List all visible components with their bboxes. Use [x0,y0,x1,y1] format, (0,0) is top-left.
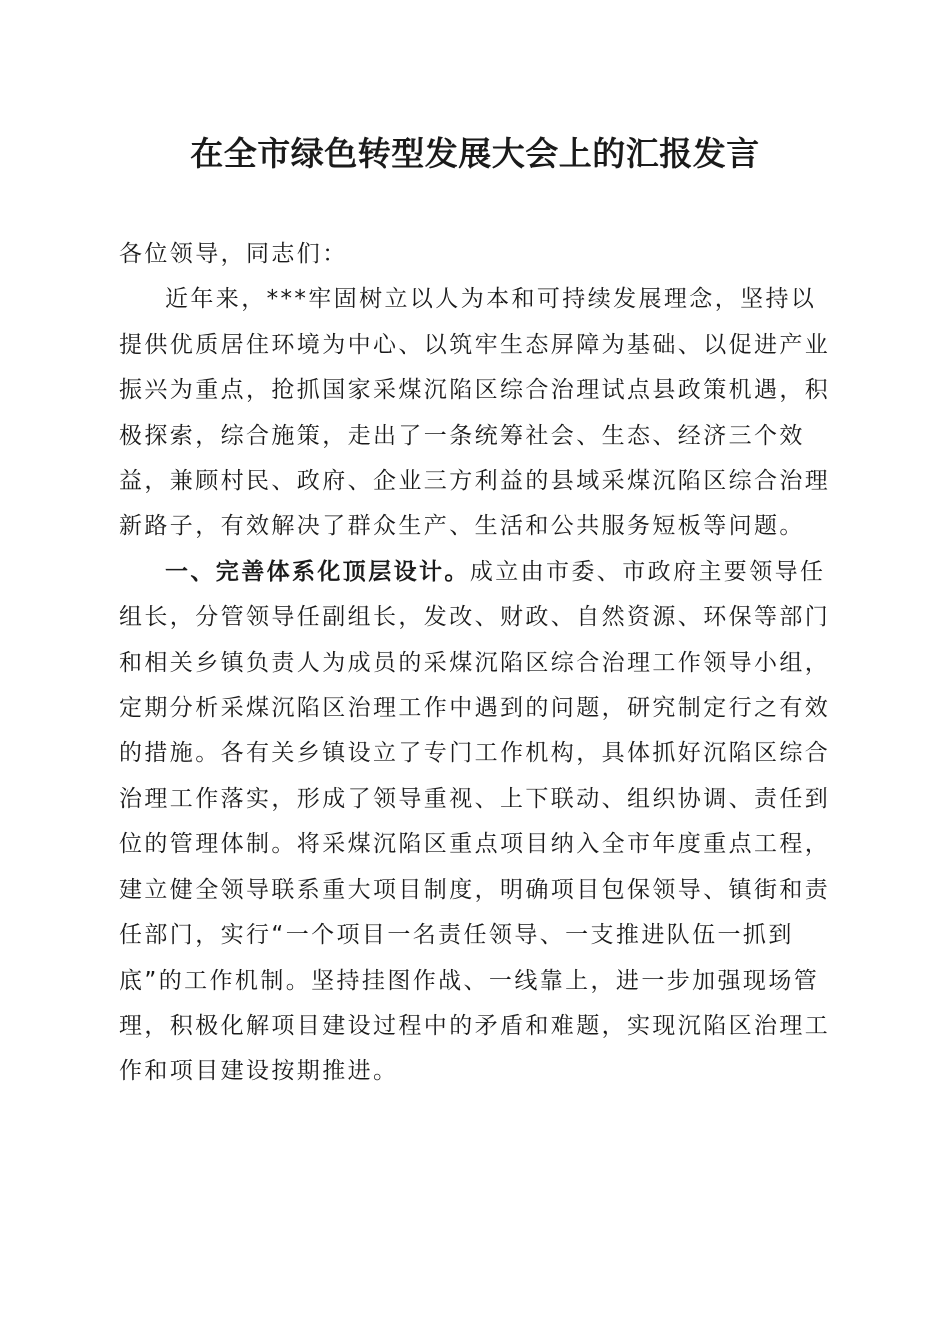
document-body [119,232,839,1095]
document-title: 在全市绿色转型发展大会上的汇报发言 [190,134,760,173]
section-1-body: 成立由市委、市政府主要领导任组长，分管领导任副组长，发改、财政、自然资源、环保等部门和相关乡镇负责人为成员的采煤沉陷区综合治理工作领导小组，定期分析采煤沉陷区治理工作中遇到的问题，研究制定行之有效的措施。各有关乡镇设立了专门工作机构，具体抓好沉陷区综合治理工作落实，形成了领导重视、上下联动、组织协调、责任到位的管理体制。将采煤沉陷区重点项目纳入全市年度重点工程，建立健全领导联系重大项目制度，明确项目包保领导、镇街和责任部门，实行“一个项目一名责任领导、一支推进队伍一抓到底”的工作机制。坚持挂图作战、一线靠上，进一步加强现场管理，积极化解项目建设过程中的矛盾和难题，实现沉陷区治理工作和项目建设按期推进。 [119,558,831,1085]
salutation: 各位领导，同志们： [119,241,348,267]
section-1-heading: 一、完善体系化顶层设计。 [165,558,470,585]
section-1-paragraph [119,550,839,1095]
intro-paragraph: 近年来，***牢固树立以人为本和可持续发展理念，坚持以提供优质居住环境为中心、以筑牢生态屏障为基础、以促进产业振兴为重点，抢抓国家采煤沉陷区综合治理试点县政策机遇，积极探索，综合施策，走出了一条统筹社会、生态、经济三个效益，兼顾村民、政府、企业三方利益的县域采煤沉陷区综合治理新路子，有效解决了群众生产、生活和公共服务短板等问题。 [119,286,831,540]
